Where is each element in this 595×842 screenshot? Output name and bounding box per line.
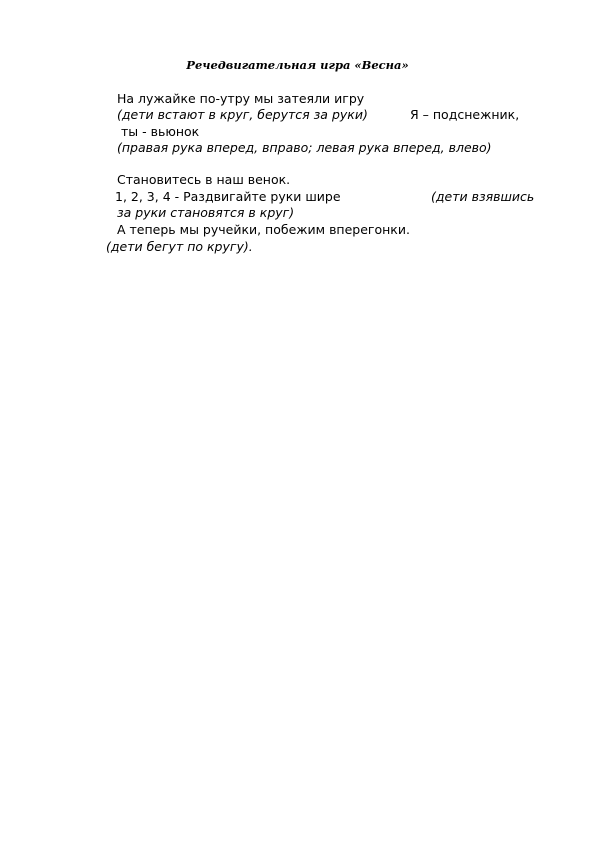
- stage-direction: (дети взявшись: [431, 189, 535, 204]
- stage-direction: (правая рука вперед, вправо; левая рука вперед, влево): [117, 140, 492, 155]
- verse-line: ты - вьюнок: [121, 124, 200, 139]
- stage-direction: (дети бегут по кругу).: [106, 239, 253, 254]
- verse-line: А теперь мы ручейки, побежим вперегонки.: [117, 222, 410, 237]
- verse-line: Становитесь в наш венок.: [117, 172, 291, 187]
- stage-direction: (дети встают в круг, берутся за руки): [117, 107, 368, 122]
- verse-line: 1, 2, 3, 4 - Раздвигайте руки шире: [115, 189, 341, 204]
- verse-line: На лужайке по-утру мы затеяли игру: [117, 91, 365, 106]
- stage-direction: за руки становятся в круг): [117, 205, 295, 220]
- verse-line: Я – подснежник,: [410, 107, 520, 122]
- document-title: Речедвигательная игра «Весна»: [186, 58, 409, 72]
